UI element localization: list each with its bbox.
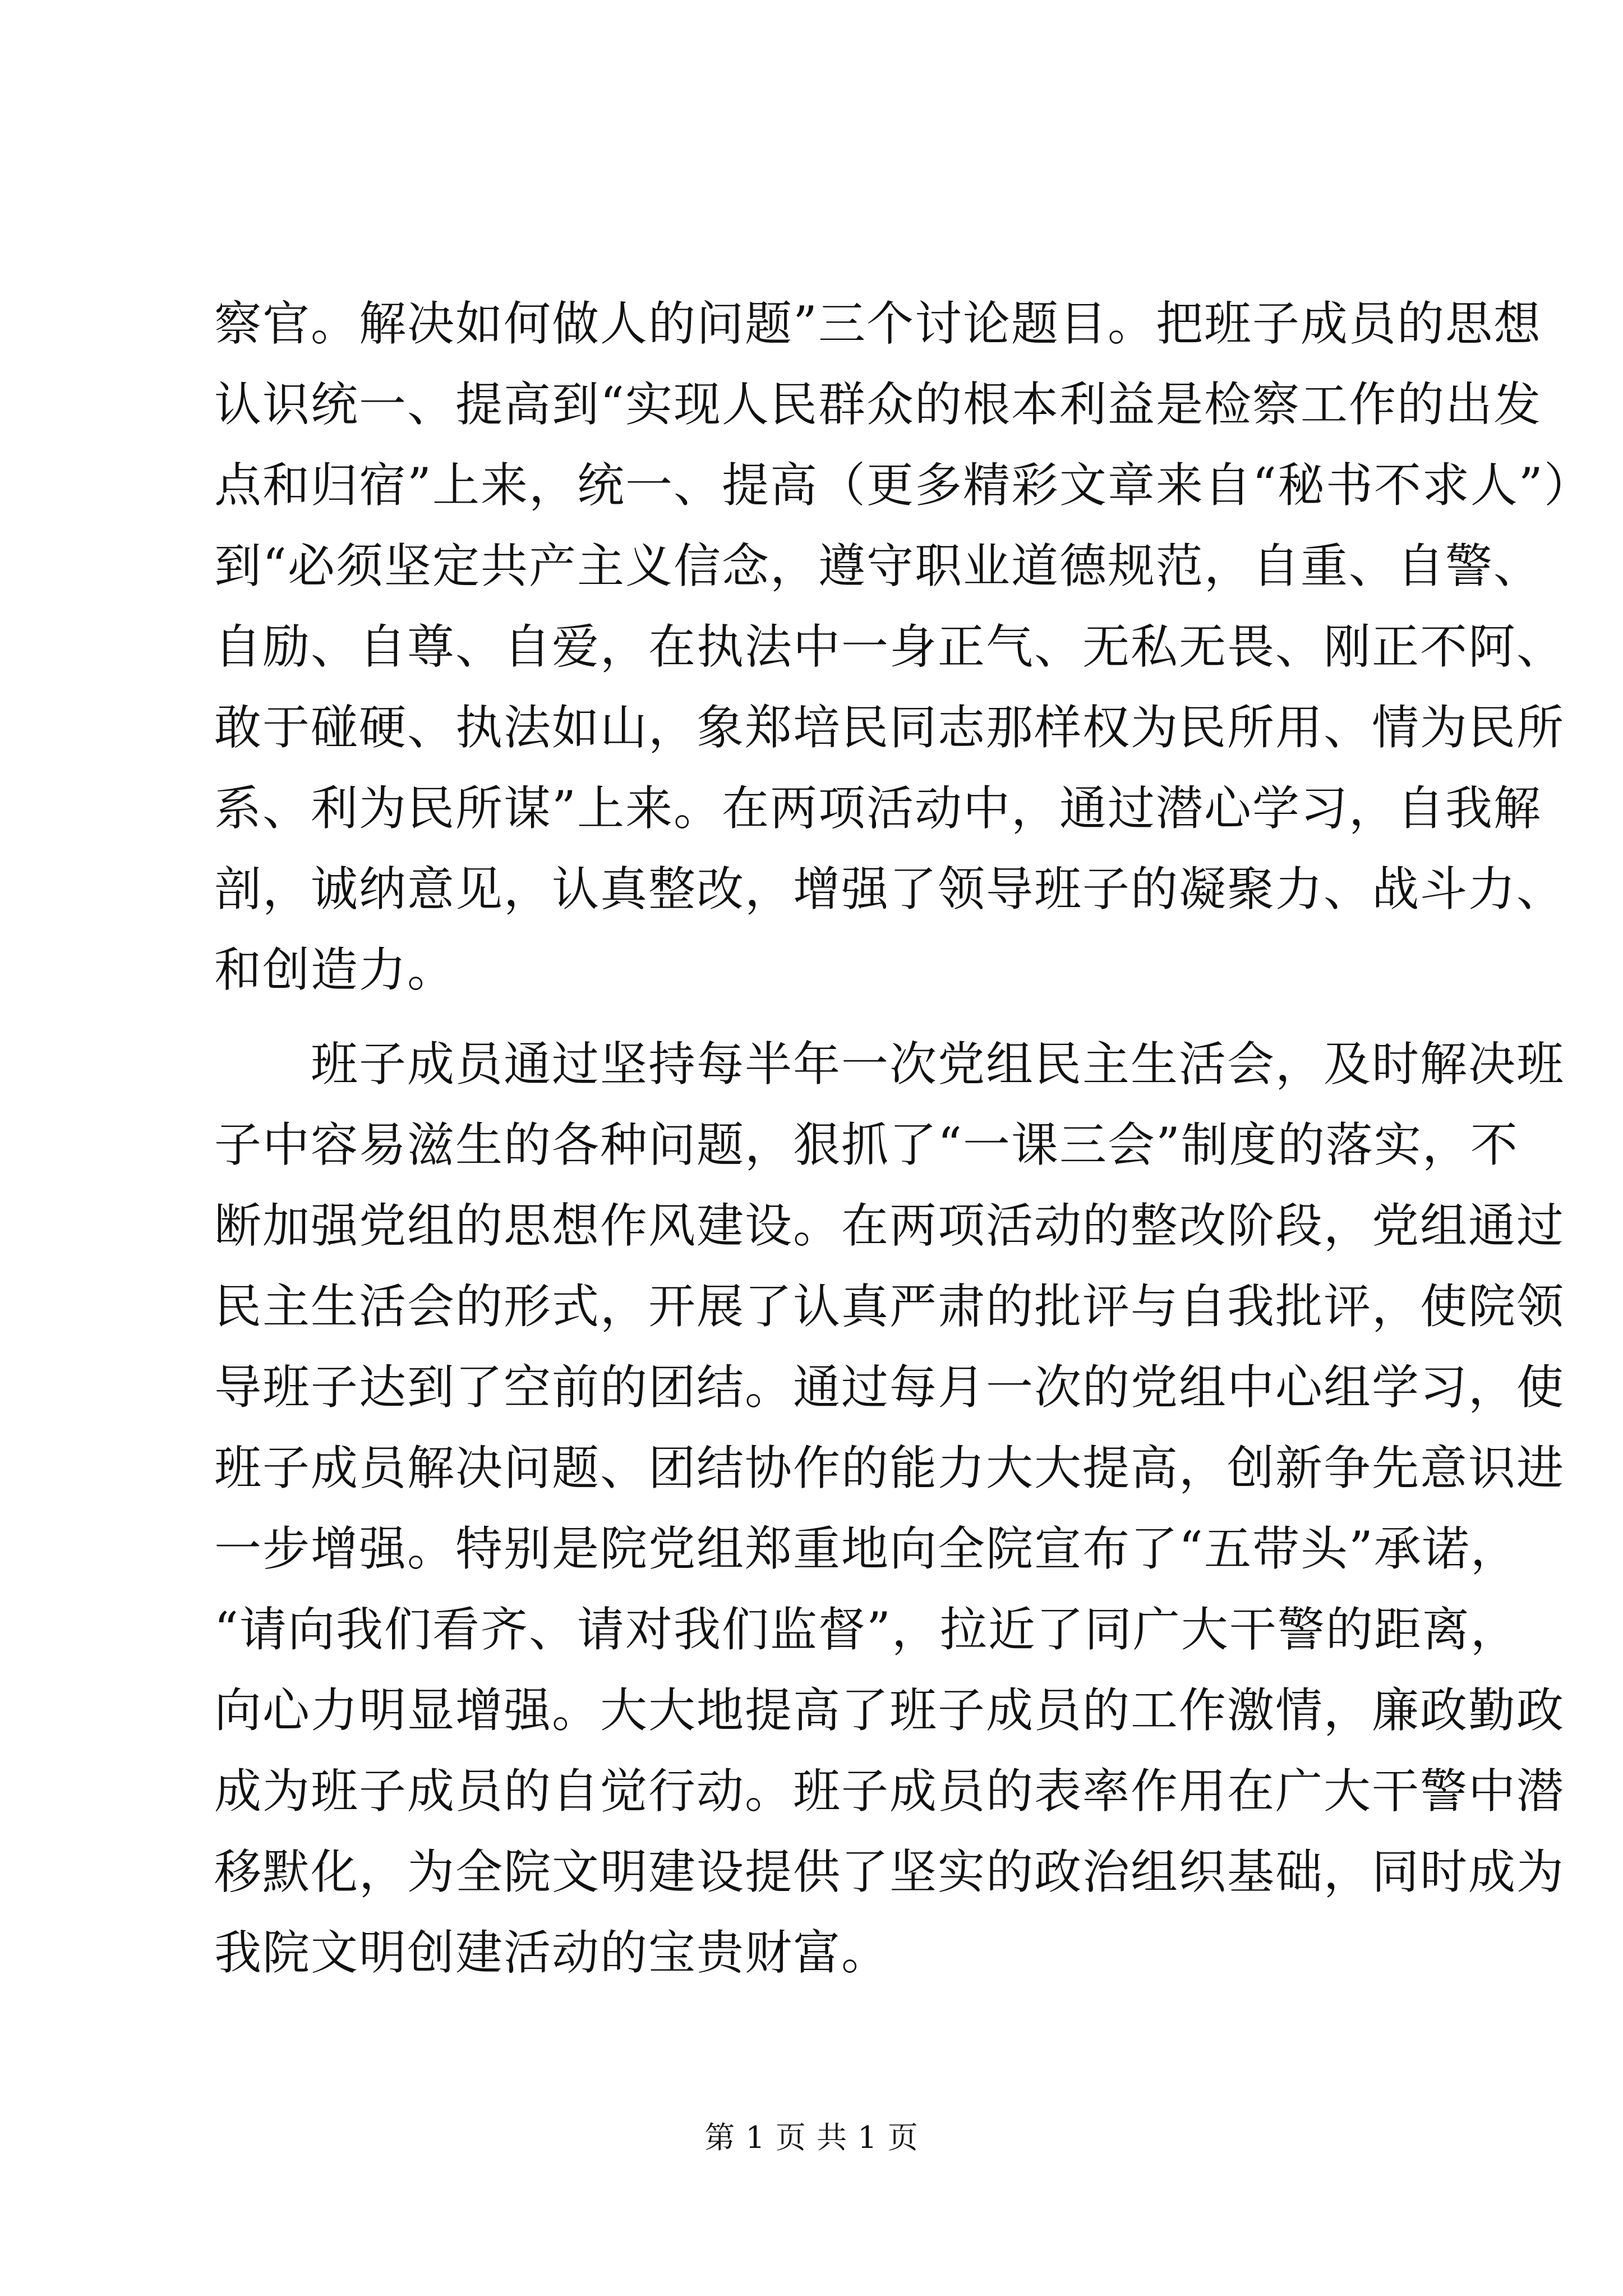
paragraph-line: 敢于碰硬、执法如山，象郑培民同志那样权为民所用、情为民所 xyxy=(214,700,1565,755)
document-body xyxy=(214,283,1592,1993)
paragraph-line: 班子成员解决问题、团结协作的能力大大提高，创新争先意识进 xyxy=(214,1441,1565,1496)
paragraph-line: 到“必须坚定共产主义信念，遵守职业道德规范，自重、自警、 xyxy=(214,539,1542,593)
paragraph-line: 班子成员通过坚持每半年一次党组民主生活会，及时解决班 xyxy=(311,1037,1565,1092)
paragraph-line: 剖，诚纳意见，认真整改，增强了领导班子的凝聚力、战斗力、 xyxy=(214,862,1565,917)
paragraph-line: 自励、自尊、自爱，在执法中一身正气、无私无畏、刚正不阿、 xyxy=(214,619,1565,674)
paragraph-spacer xyxy=(214,1010,1437,1024)
paragraph-line: 和创造力。 xyxy=(214,942,456,997)
paragraph-line: 认识统一、提高到“实现人民群众的根本利益是检察工作的出发 xyxy=(214,377,1542,432)
paragraph-line: 成为班子成员的自觉行动。班子成员的表率作用在广大干警中潜 xyxy=(214,1764,1565,1819)
paragraph-line: 导班子达到了空前的团结。通过每月一次的党组中心组学习，使 xyxy=(214,1360,1565,1415)
paragraph-line: 向心力明显增强。大大地提高了班子成员的工作激情，廉政勤政 xyxy=(214,1683,1565,1738)
paragraph-line: 点和归宿”上来，统一、提高（更多精彩文章来自“秘书不求人”） xyxy=(214,458,1592,513)
paragraph-1 xyxy=(214,283,1592,1010)
paragraph-line: 系、利为民所谋”上来。在两项活动中，通过潜心学习，自我解 xyxy=(214,781,1542,836)
page-number-label: 第 1 页 共 1 页 xyxy=(704,2120,919,2155)
paragraph-line: 民主生活会的形式，开展了认真严肃的批评与自我批评，使院领 xyxy=(214,1279,1565,1334)
paragraph-line: 一步增强。特别是院党组郑重地向全院宣布了“五带头”承诺， xyxy=(214,1521,1519,1576)
paragraph-line: 我院文明创建活动的宝贵财富。 xyxy=(214,1925,890,1980)
paragraph-line: 子中容易滋生的各种问题，狠抓了“一课三会”制度的落实，不 xyxy=(214,1117,1519,1172)
paragraph-2 xyxy=(214,1024,1565,1993)
paragraph-line: “请向我们看齐、请对我们监督”，拉近了同广大干警的距离， xyxy=(214,1602,1519,1657)
paragraph-line: 察官。解决如何做人的问题”三个讨论题目。把班子成员的思想 xyxy=(214,296,1542,351)
paragraph-line: 断加强党组的思想作风建设。在两项活动的整改阶段，党组通过 xyxy=(214,1198,1565,1253)
paragraph-line: 移默化，为全院文明建设提供了坚实的政治组织基础，同时成为 xyxy=(214,1844,1565,1899)
page-footer xyxy=(0,2114,1623,2157)
